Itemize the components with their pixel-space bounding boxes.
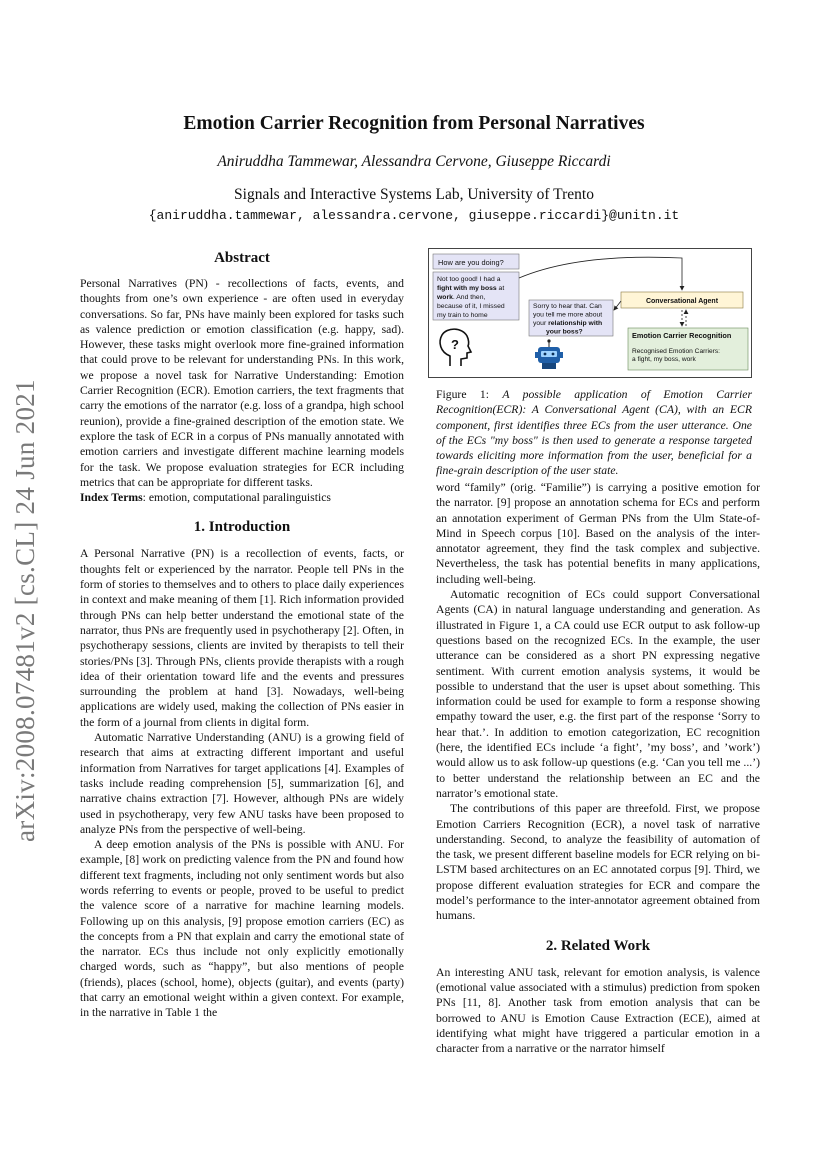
figure-caption-text: A possible application of Emotion Carrier Recognition(ECR): A Conversational Agent (CA), with an ECR component, first identifies three ECs from the user utterance. One of the ECs "my boss" is then used to generate a response targeted towards eliciting more information from the user, beneficial for a fine-grain description of the user state. bbox=[436, 388, 752, 478]
svg-text:?: ? bbox=[451, 337, 459, 352]
paragraph: word “family” (orig. “Familie”) is carrying a positive emotion for the narrator. [9] propose an annotation schema for ECs and perform an annotation experiment of German PNs from the Ulm State-of-Mind in Speech corpus [10]. Based on the analysis of the inter-annotator agreement, they find the task complex and subjective. Nevertheless, the task has potential benefits in many applications, including well-being. bbox=[436, 481, 760, 586]
ecr-box-title: Emotion Carrier Recognition bbox=[632, 331, 732, 340]
user-bubble-text: Not too good! I had a fight with my boss at work. And then, because of it, I missed my train to home bbox=[437, 276, 505, 319]
figure-caption bbox=[436, 387, 752, 479]
paragraph: A Personal Narrative (PN) is a recollection of events, facts, or thoughts felt or experienced by the narrator. People tell PNs in the form of stories to themselves and to others to place daily experiences in context and make meaning of them [1]. Rich information provided through PNs can help better understand the emotional state of the narrator, thus PNs are frequently used in psychotherapy [2]. Often, in psychotherapy sessions, clients are invited by therapists to tell their stories/PNs [3]. Through PNs, clients provide therapists with a rough idea of their orientation toward life and the events and pressures surrounding the problem at hand [3]. Nowadays, well-being applications are widely used, making the collection of PNs easier in the form of a journal from clients in digital form. bbox=[80, 547, 404, 729]
paragraph: A deep emotion analysis of the PNs is possible with ANU. For example, [8] work on predicting valence from the PN and found how different text fragments, including not only sentiment words but also words referring to events or people, proved to be useful to predict the valence score of a narrative for machine learning models. Following up on this analysis, [9] propose emotion carriers (EC) as the concepts from a PN that explain and carry the emotional state of the narrator. ECs thus include not only explicitly emotionally charged words, such as “happy”, but also mentions of people (friends), places (school, home), objects (guitar), and events (party) that carry an emotional weight within a given context. For example, in the narrative in Table 1 the bbox=[80, 838, 404, 1020]
index-terms-label: Index Terms bbox=[80, 491, 143, 505]
figure-caption-label: Figure 1: bbox=[436, 388, 503, 401]
left-column bbox=[80, 248, 404, 1021]
author-emails: {aniruddha.tammewar, alessandra.cervone, giuseppe.riccardi}@unitn.it bbox=[148, 208, 680, 223]
figure-1 bbox=[428, 248, 752, 378]
author-list: Aniruddha Tammewar, Alessandra Cervone, Giuseppe Riccardi bbox=[217, 153, 611, 170]
arxiv-identifier: arXiv:2008.07481v2 [cs.CL] 24 Jun 2021 bbox=[10, 379, 40, 842]
ecr-box-text: Recognised Emotion Carriers: a fight, my boss, work bbox=[632, 348, 720, 363]
paragraph: An interesting ANU task, relevant for emotion analysis, is valence (emotional value associated with a stimulus) prediction from spoken PNs [11, 8]. Another task from emotion analysis that can be borrowed to ANU is Emotion Cause Extraction (ECE), aimed at identifying what might have triggered a particular emotion in a character from a narrative or the narrator himself bbox=[436, 965, 760, 1056]
abstract-heading: Abstract bbox=[214, 250, 270, 266]
agent-bubble-text: Sorry to hear that. Can you tell me more about your relationship with your boss? bbox=[533, 303, 603, 336]
question-bubble-text: How are you doing? bbox=[438, 258, 504, 267]
affiliation: Signals and Interactive Systems Lab, University of Trento bbox=[234, 186, 594, 203]
index-terms bbox=[80, 490, 404, 505]
section-heading-introduction: 1. Introduction bbox=[193, 519, 291, 536]
index-terms-text: : emotion, computational paralinguistics bbox=[142, 491, 331, 505]
paragraph: Automatic Narrative Understanding (ANU) is a growing field of research that aims at extracting different important and useful information from Narratives for target applications [4]. Examples of tasks include reading comprehension [5], summarization [6], and narrative chains extraction [7]. However, although PNs are widely used in psychotherapy, very few ANU tasks have been proposed to analyze PNs from the perspective of well-being. bbox=[80, 731, 404, 836]
paragraph: Automatic recognition of ECs could support Conversational Agents (CA) in natural language understanding and generation. As illustrated in Figure 1, a CA could use ECR output to ask follow-up questions based on the recognized ECs. In the example, the user utterance can be considered as a short PN expressing negative sentiment. With current emotion analysis systems, it would be possible to understand that the user is upset about something. This information could be used for example to form a response showing empathy toward the user, e.g. the first part of the response ‘Sorry to hear that.’. In addition to emotion categorization, EC recognition (here, the identified ECs include ‘a fight’, ’my boss’, and ’work’) would allow us to ask follow-up questions (e.g. ‘Can you tell me ...’) to better understand the relationship between an EC and the narrator’s emotional state. bbox=[436, 588, 760, 800]
abstract-text: Personal Narratives (PN) - recollections of facts, events, and thoughts from one’s own experience - are often used in everyday conversations. So far, PNs have mainly been explored for tasks such as valence prediction or emotion classification (e.g. happy, sad). However, these tasks might overlook more fine-grained information that could prove to be relevant for understanding PNs. In this work, we propose a novel task for Narrative Understanding: Emotion Carrier Recognition (ECR). Emotion carriers, the text fragments that carry the emotions of the narrator (e.g. loss of a grandpa, high school reunion), provide a fine-grained description of the emotion state. We explore the task of ECR in a corpus of PNs manually annotated with emotion carriers and investigate different machine learning models for the task. We propose evaluation strategies for ECR including metrics that can be appropriate for different tasks. bbox=[80, 277, 404, 489]
paper-title: Emotion Carrier Recognition from Personal Narratives bbox=[183, 113, 645, 134]
section-heading-related-work: 2. Related Work bbox=[545, 937, 651, 954]
paragraph: The contributions of this paper are threefold. First, we propose Emotion Carriers Recognition (ECR), a novel task of narrative understanding. Second, to analyze the feasibility of automation of the task, we present different baseline models for ECR relying on bi-LSTM based architectures on an EC annotated corpus [9]. Third, we propose different evaluation strategies for ECR and compare the model’s performance to the inter-annotator agreement obtained from humans. bbox=[436, 802, 760, 923]
conversational-agent-label: Conversational Agent bbox=[645, 298, 719, 305]
right-column bbox=[436, 480, 760, 1056]
